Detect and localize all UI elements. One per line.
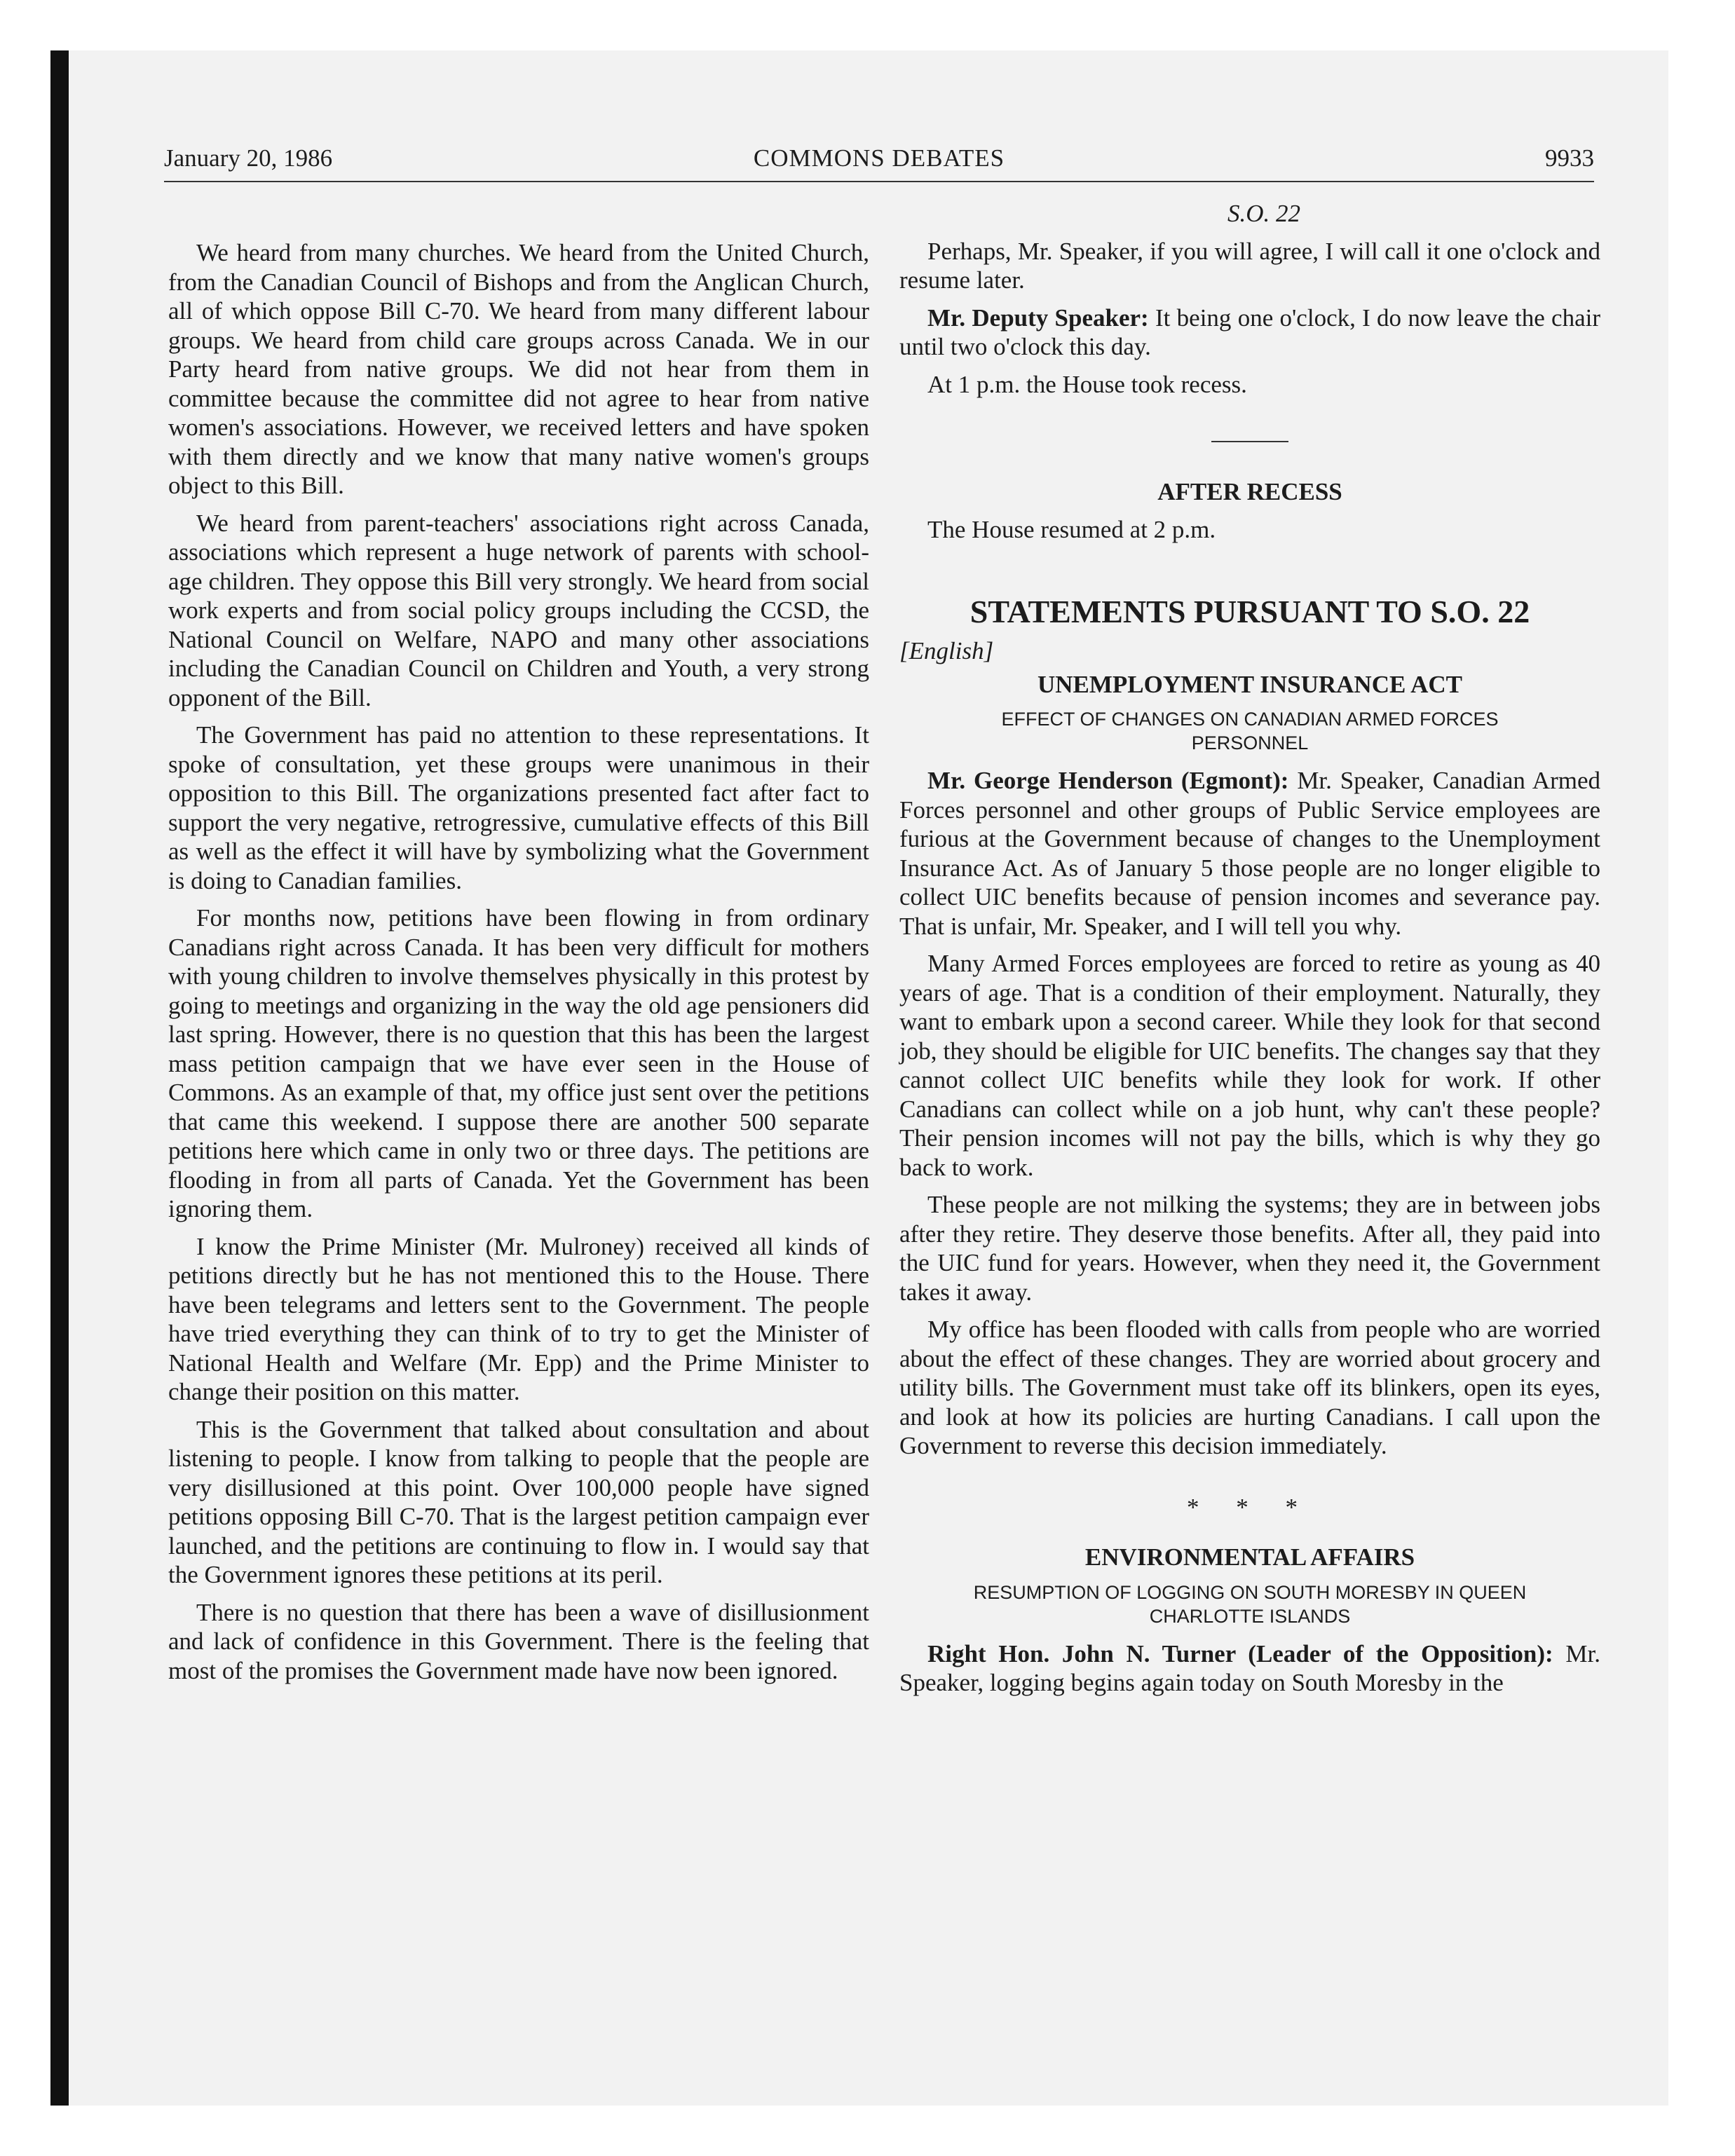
speaker-name: Mr. George Henderson (Egmont):: [927, 767, 1289, 794]
paragraph: [899, 1639, 1600, 1698]
paragraph: There is no question that there has been a wave of disillusionment and lack of confidence in this Government. There is the feeling that most of the promises the Government made have now been ignored.: [168, 1598, 869, 1684]
header-date: January 20, 1986: [164, 144, 333, 172]
right-column: [899, 199, 1600, 1706]
paragraph: Perhaps, Mr. Speaker, if you will agree, I will call it one o'clock and resume later.: [899, 237, 1600, 294]
paragraph: The House resumed at 2 p.m.: [927, 515, 1216, 543]
paragraph: We heard from many churches. We heard from the United Church, from the Canadian Council of Bishops and from the Anglican Church, all of which oppose Bill C-70. We heard from many different labour groups. We heard from child care groups across Canada. We in our Party heard from native groups. We did not hear from them in committee because the committee did not agree to hear from native women's associations. However, we received letters and have spoken with them directly and we know that many native women's groups object to this Bill.: [168, 239, 869, 499]
speech-text: Mr. Speaker, logging begins again today on South Moresby in the: [899, 1639, 1600, 1696]
speech-text: It being one o'clock, I do now leave the chair until two o'clock this day.: [899, 303, 1600, 360]
paragraph: For months now, petitions have been flowing in from ordinary Canadians right across Canada. It has been very difficult for mothers with young children to involve themselves physically in this protest by going to meetings and organizing in the way the old age pensioners did last spring. However, there is no question that this has been the largest mass petition campaign that we have ever seen in the House of Commons. As an example of that, my office just sent over the petitions that came this weekend. I suppose there are another 500 separate petitions here which came in only two or three days. The petitions are flooding in from all parts of Canada. Yet the Government has been ignoring them.: [168, 904, 869, 1222]
statements-heading: STATEMENTS PURSUANT TO S.O. 22: [969, 594, 1530, 629]
topic-subheading-env: RESUMPTION OF LOGGING ON SOUTH MORESBY IN QUEEN CHARLOTTE ISLANDS: [973, 1581, 1527, 1627]
topic-heading-env: ENVIRONMENTAL AFFAIRS: [1084, 1543, 1415, 1571]
paragraph: I know the Prime Minister (Mr. Mulroney) received all kinds of petitions directly but he has not mentioned this to the House. There have been telegrams and letters sent to the Government. The people have tried everything they can think of to try to get the Minister of National Health and Welfare (Mr. Epp) and the Prime Minister to change their position on this matter.: [168, 1232, 869, 1405]
paragraph: Many Armed Forces employees are forced to retire as young as 40 years of age. That is a condition of their employment. Naturally, they want to embark upon a second career. While they look for that second job, they should be eligible for UIC benefits. The changes say that they cannot collect UIC benefits while they look for work. If other Canadians can collect while on a job hunt, why can't these people? Their pension incomes will not pay the bills, which is why they go back to work.: [899, 950, 1600, 1181]
section-divider: [1211, 441, 1288, 442]
header-page-number: 9933: [1545, 144, 1594, 172]
scan-edge: [50, 50, 69, 2106]
header-title: COMMONS DEBATES: [753, 144, 1005, 172]
section-separator-stars: * * *: [1187, 1493, 1313, 1521]
after-recess-heading: AFTER RECESS: [1157, 478, 1342, 505]
paragraph: This is the Government that talked about consultation and about listening to people. I know from talking to people that the people are very disillusioned at this point. Over 100,000 people have signed petitions opposing Bill C-70. That is the largest petition campaign ever launched, and the petitions are continuing to flow in. I would say that the Government ignores these petitions at its peril.: [168, 1415, 869, 1588]
paragraph: [899, 766, 1600, 941]
topic-subheading-ui: EFFECT OF CHANGES ON CANADIAN ARMED FORCES PERSONNEL: [1001, 709, 1499, 753]
speech-text: Mr. Speaker, Canadian Armed Forces personnel and other groups of Public Service employees are furious at the Government because of changes to the Unemployment Insurance Act. As of January 5 those people are no longer eligible to collect UIC benefits because of pension incomes and severance pay. That is unfair, Mr. Speaker, and I will tell you why.: [899, 767, 1600, 940]
paragraph: These people are not milking the systems; they are in between jobs after they retire. They deserve those benefits. After all, they paid into the UIC fund for years. However, when they need it, the Government takes it away.: [899, 1191, 1600, 1306]
speaker-name: Mr. Deputy Speaker:: [927, 303, 1149, 332]
standing-order-heading: S.O. 22: [1227, 200, 1301, 227]
language-marker: [English]: [899, 637, 994, 664]
paragraph: At 1 p.m. the House took recess.: [927, 370, 1247, 398]
paragraph: My office has been flooded with calls from people who are worried about the effect of these changes. They are worried about grocery and utility bills. The Government must take off its blinkers, open its eyes, and look at how its policies are hurting Canadians. I call upon the Government to reverse this decision immediately.: [899, 1316, 1600, 1459]
paragraph: The Government has paid no attention to these representations. It spoke of consultation, yet these groups were unanimous in their opposition to this Bill. The organizations presented fact after fact to support the very negative, retrogressive, cumulative effects of this Bill as well as the effect it will have by symbolizing what the Government is doing to Canadian families.: [168, 721, 869, 894]
left-column: [168, 238, 869, 1693]
paragraph: We heard from parent-teachers' associations right across Canada, associations which represent a huge network of parents with school-age children. They oppose this Bill very strongly. We heard from social work experts and from social policy groups including the CCSD, the National Council on Welfare, NAPO and many other associations including the Canadian Council on Children and Youth, a very strong opponent of the Bill.: [168, 509, 869, 711]
speaker-name: Right Hon. John N. Turner (Leader of the Opposition):: [927, 1639, 1553, 1667]
topic-heading-ui: UNEMPLOYMENT INSURANCE ACT: [1037, 670, 1463, 698]
page-header: [164, 144, 1594, 182]
paragraph: [899, 303, 1600, 362]
